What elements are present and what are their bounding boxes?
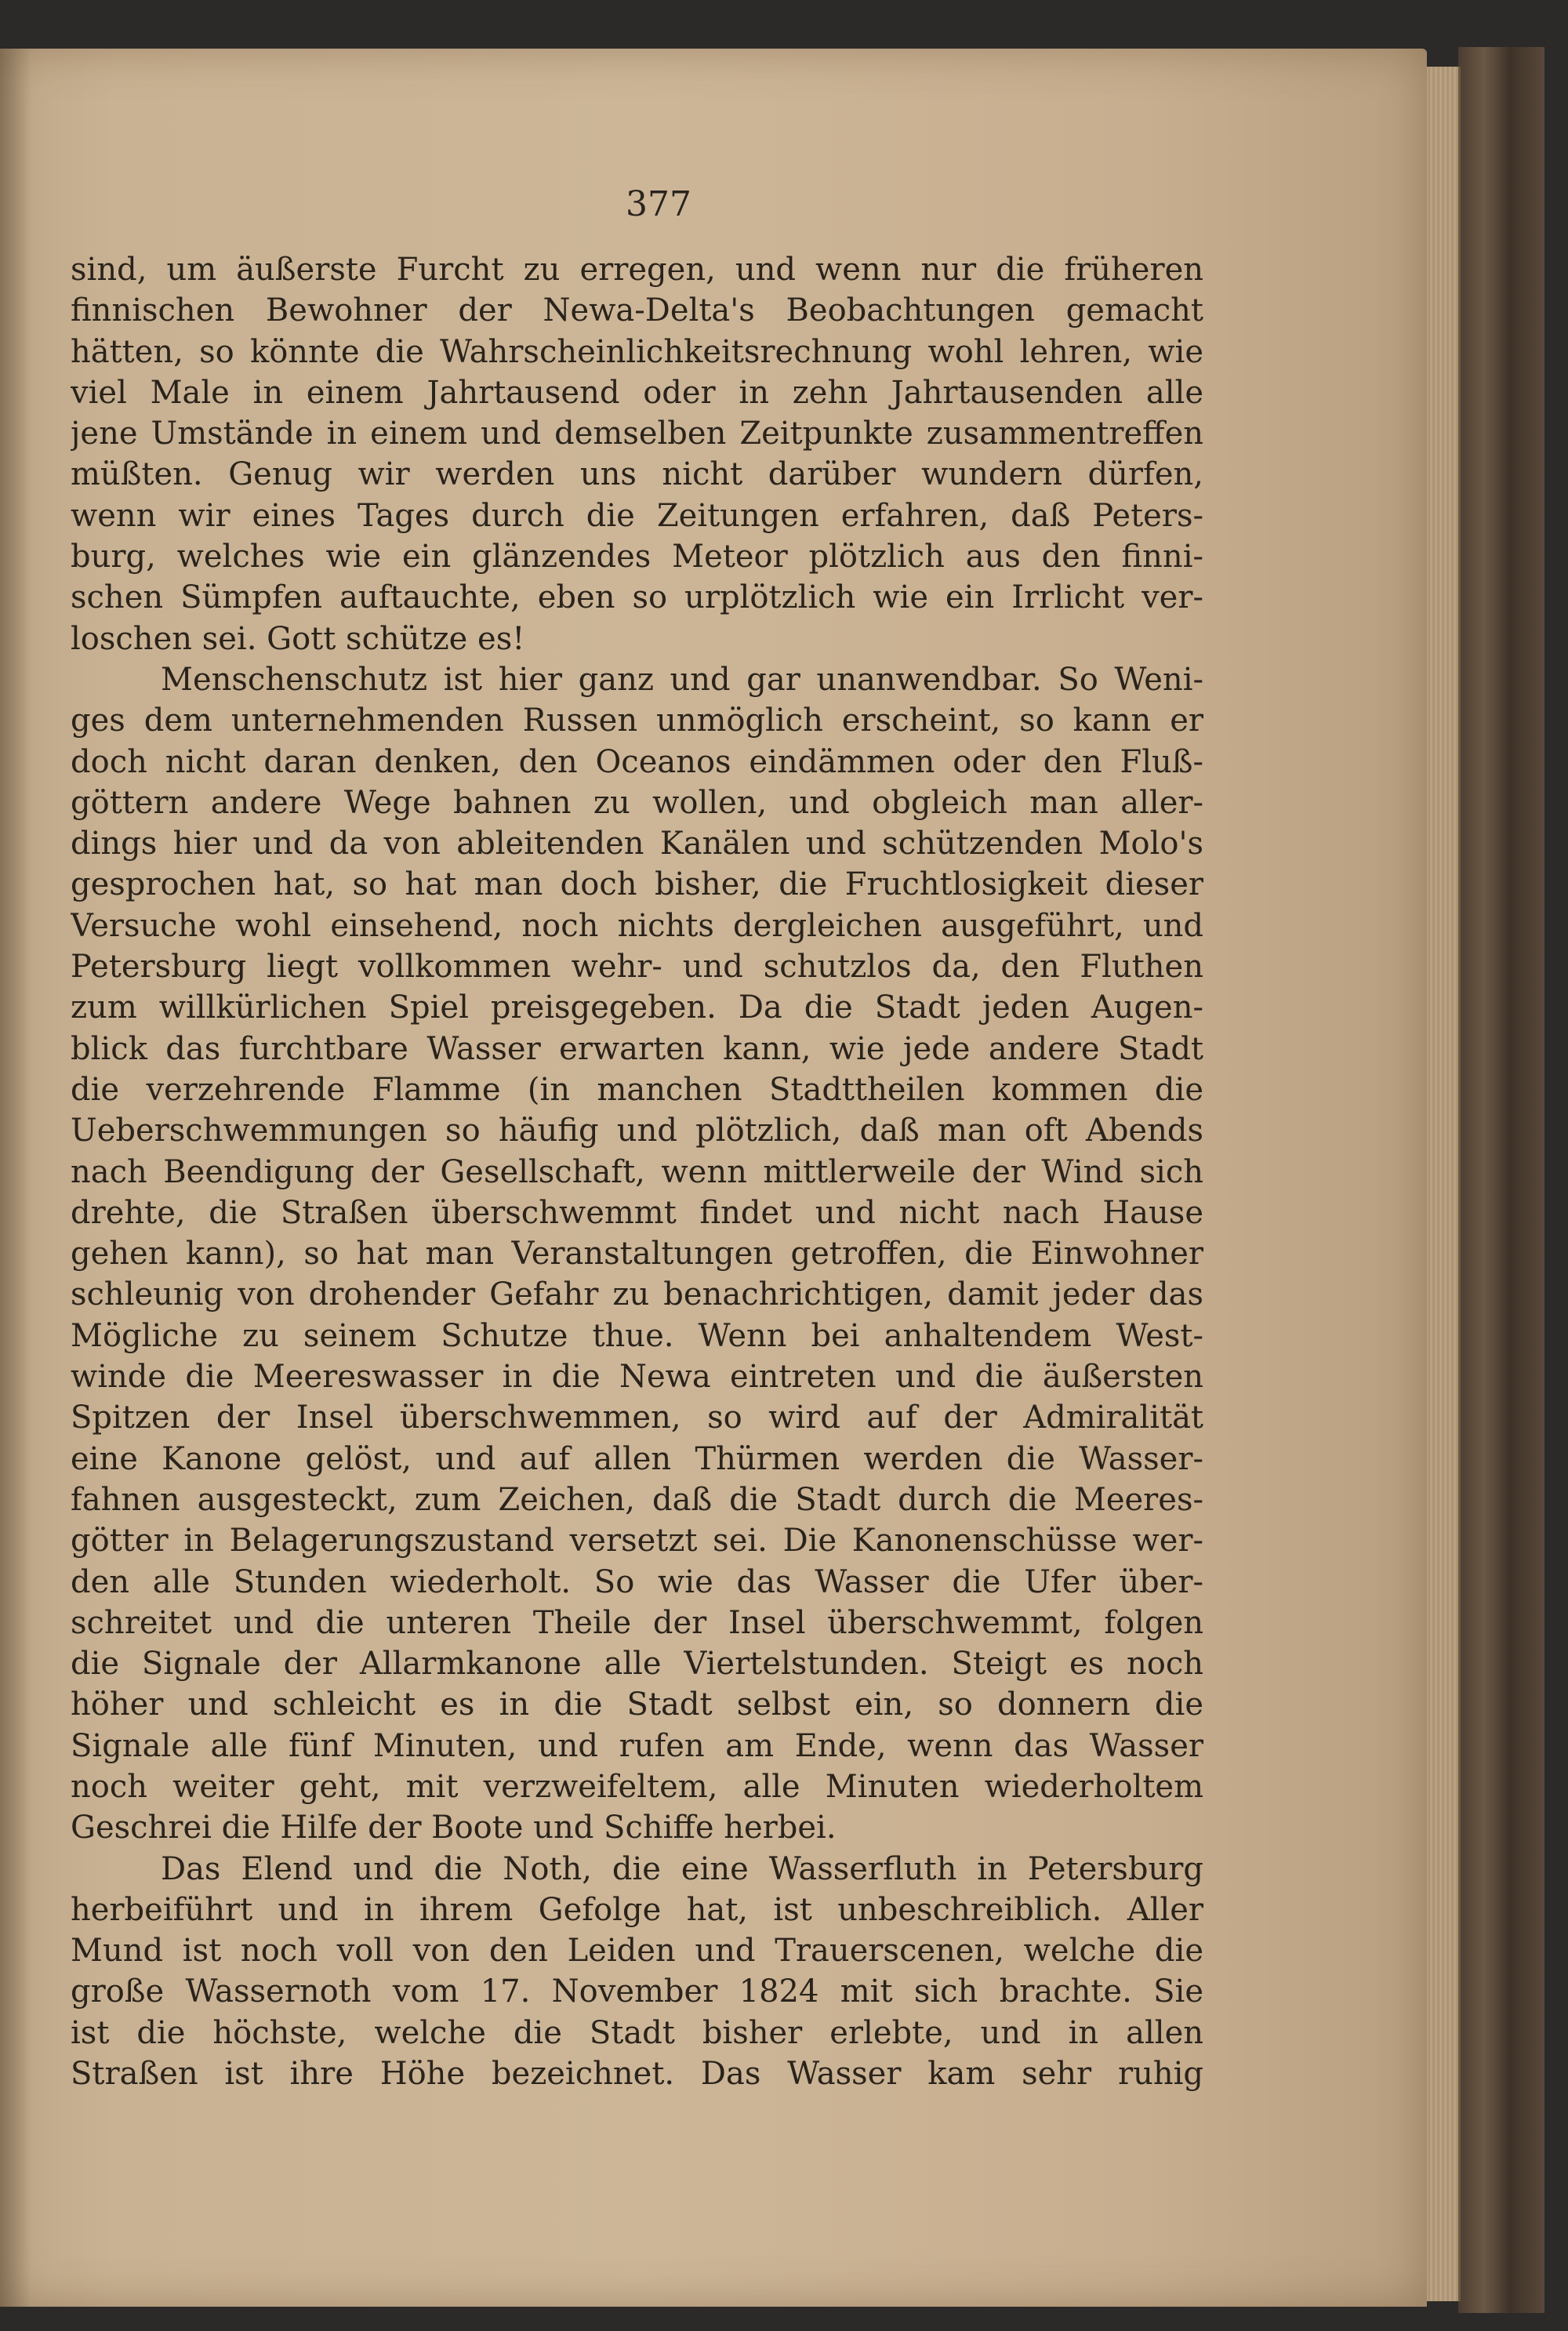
text-line: Petersburg liegt vollkommen wehr- und schutzlos da, den Fluthen (71, 949, 1203, 986)
text-line: Geschrei die Hilfe der Boote und Schiffe herbei. (71, 1810, 837, 1846)
text-line: sind, um äußerste Furcht zu erregen, und wenn nur die früheren (71, 252, 1203, 288)
text-line: Mund ist noch voll von den Leiden und Trauerscenen, welche die (71, 1933, 1203, 1970)
text-line: Straßen ist ihre Höhe bezeichnet. Das Wasser kam sehr ruhig (71, 2056, 1203, 2093)
text-line: viel Male in einem Jahrtausend oder in zehn Jahrtausenden alle (71, 374, 1203, 411)
text-line: schleunig von drohender Gefahr zu benachrichtigen, damit jeder das (71, 1276, 1203, 1313)
text-line: schen Sümpfen auftauchte, eben so urplötzlich wie ein Irrlicht ver- (71, 579, 1203, 616)
text-line: Spitzen der Insel überschwemmen, so wird auf der Admiralität (71, 1400, 1203, 1436)
text-line: Versuche wohl einsehend, noch nichts dergleichen ausgeführt, und (71, 907, 1203, 944)
text-line: die verzehrende Flamme (in manchen Stadttheilen kommen die (71, 1071, 1203, 1108)
text-line: höher und schleicht es in die Stadt selbst ein, so donnern die (71, 1687, 1203, 1723)
text-line: noch weiter geht, mit verzweifeltem, alle Minuten wiederholtem (71, 1768, 1203, 1805)
text-line: göttern andere Wege bahnen zu wollen, und obgleich man aller- (71, 784, 1203, 821)
text-line: die Signale der Allarmkanone alle Viertelstunden. Steigt es noch (71, 1646, 1203, 1683)
gutter-shadow (0, 49, 31, 2307)
text-line: jene Umstände in einem und demselben Zeitpunkte zusammentreffen (71, 416, 1203, 452)
text-line: blick das furchtbare Wasser erwarten kann, wie jede andere Stadt (71, 1030, 1203, 1067)
text-line: Signale alle fünf Minuten, und rufen am Ende, wenn das Wasser (71, 1727, 1203, 1764)
text-line: ges dem unternehmenden Russen unmöglich erscheint, so kann er (71, 703, 1203, 739)
text-line: Das Elend und die Noth, die eine Wasserfluth in Petersburg (161, 1850, 1203, 1887)
text-line: große Wassernoth vom 17. November 1824 mit sich brachte. Sie (71, 1973, 1203, 2010)
text-line: ist die höchste, welche die Stadt bisher erlebte, und in allen (71, 2014, 1203, 2051)
text-line: Mögliche zu seinem Schutze thue. Wenn bei anhaltendem West- (71, 1317, 1203, 1354)
text-line: dings hier und da von ableitenden Kanälen und schützenden Molo's (71, 826, 1203, 862)
text-line: müßten. Genug wir werden uns nicht darüber wundern dürfen, (71, 456, 1203, 493)
text-line: schreitet und die unteren Theile der Insel überschwemmt, folgen (71, 1604, 1203, 1641)
book-cover-edge (1458, 47, 1544, 2313)
text-line: doch nicht daran denken, den Oceanos eindämmen oder den Fluß- (71, 743, 1203, 780)
page-number: 377 (626, 184, 691, 224)
text-line: eine Kanone gelöst, und auf allen Thürmen werden die Wasser- (71, 1440, 1203, 1477)
body-text (71, 249, 1203, 2094)
text-line: Ueberschwemmungen so häufig und plötzlich, daß man oft Abends (71, 1113, 1203, 1149)
text-line: Menschenschutz ist hier ganz und gar unanwendbar. So Weni- (161, 661, 1203, 698)
text-line: zum willkürlichen Spiel preisgegeben. Da die Stadt jeden Augen- (71, 989, 1203, 1026)
text-line: herbeiführt und in ihrem Gefolge hat, ist unbeschreiblich. Aller (71, 1891, 1203, 1928)
text-line: hätten, so könnte die Wahrscheinlichkeitsrechnung wohl lehren, wie (71, 333, 1203, 370)
text-line: drehte, die Straßen überschwemmt findet und nicht nach Hause (71, 1194, 1203, 1231)
text-line: gehen kann), so hat man Veranstaltungen getroffen, die Einwohner (71, 1236, 1203, 1273)
text-line: loschen sei. Gott schütze es! (71, 620, 525, 657)
text-line: wenn wir eines Tages durch die Zeitungen erfahren, daß Peters- (71, 497, 1203, 534)
text-line: burg, welches wie ein glänzendes Meteor plötzlich aus den finni- (71, 539, 1203, 575)
text-line: gesprochen hat, so hat man doch bisher, die Fruchtlosigkeit dieser (71, 866, 1203, 903)
text-line: winde die Meereswasser in die Newa eintreten und die äußersten (71, 1359, 1203, 1396)
text-line: nach Beendigung der Gesellschaft, wenn mittlerweile der Wind sich (71, 1153, 1203, 1190)
text-line: finnischen Bewohner der Newa-Delta's Beobachtungen gemacht (71, 292, 1203, 329)
text-line: götter in Belagerungszustand versetzt sei. Die Kanonenschüsse wer- (71, 1523, 1203, 1559)
text-line: fahnen ausgesteckt, zum Zeichen, daß die Stadt durch die Meeres- (71, 1481, 1203, 1518)
text-line: den alle Stunden wiederholt. So wie das Wasser die Ufer über- (71, 1563, 1203, 1600)
